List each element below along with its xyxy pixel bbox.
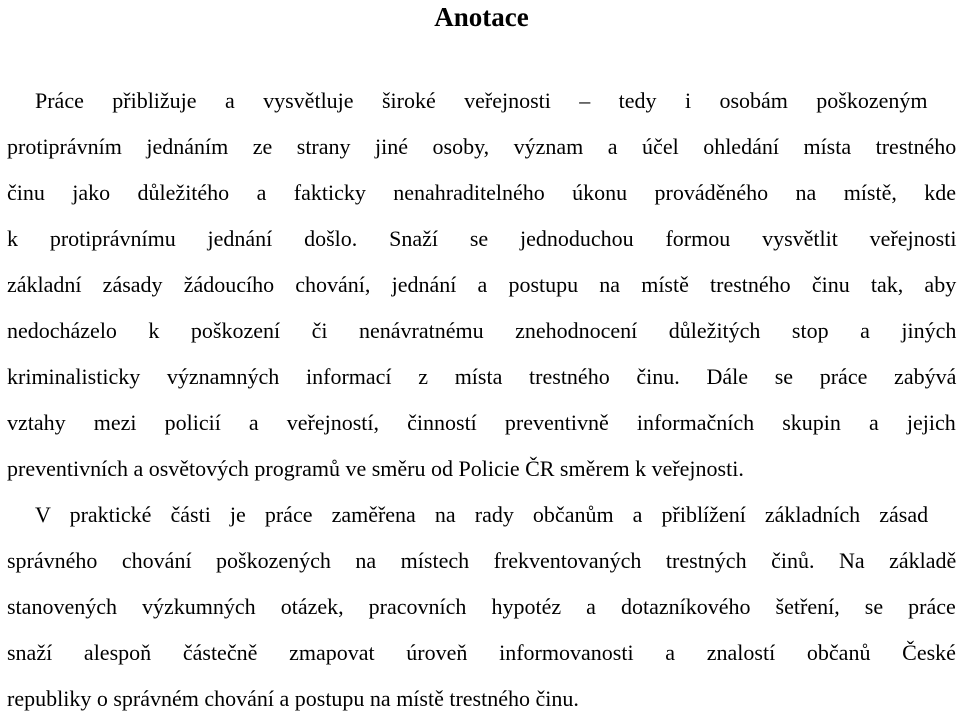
paragraph-practical <box>7 492 956 722</box>
paragraph-line: činu jako důležitého a fakticky nenahraditelného úkonu prováděného na místě, kde <box>7 180 957 205</box>
paragraph-line: k protiprávnímu jednání došlo. Snaží se jednoduchou formou vysvětlit veřejnosti <box>7 226 957 251</box>
paragraph-line: V praktické části je práce zaměřena na rady občanům a přiblížení základních zásad <box>35 502 929 527</box>
paragraph-line: preventivních a osvětových programů ve směru od Policie ČR směrem k veřejnosti. <box>7 456 744 481</box>
document-page <box>7 0 956 722</box>
paragraph-line: správného chování poškozených na místech frekventovaných trestných činů. Na základě <box>7 548 957 573</box>
paragraph-line: protiprávním jednáním ze strany jiné osoby, význam a účel ohledání místa trestného <box>7 134 957 159</box>
document-title: Anotace <box>434 2 529 32</box>
paragraph-line: nedocházelo k poškození či nenávratnému znehodnocení důležitých stop a jiných <box>7 318 957 343</box>
paragraph-line: kriminalisticky významných informací z místa trestného činu. Dále se práce zabývá <box>7 364 957 389</box>
paragraph-line: vztahy mezi policií a veřejností, činností preventivně informačních skupin a jejich <box>7 410 956 435</box>
paragraph-line: snaží alespoň částečně zmapovat úroveň informovanosti a znalostí občanů České <box>7 640 956 665</box>
paragraph-line: republiky o správném chování a postupu na místě trestného činu. <box>7 686 579 711</box>
paragraph-line: základní zásady žádoucího chování, jednání a postupu na místě trestného činu tak, aby <box>7 272 957 297</box>
paragraph-annotation <box>7 78 956 492</box>
paragraph-line: Práce přibližuje a vysvětluje široké veřejnosti – tedy i osobám poškozeným <box>35 88 928 113</box>
paragraph-line: stanovených výzkumných otázek, pracovních hypotéz a dotazníkového šetření, se práce <box>7 594 956 619</box>
